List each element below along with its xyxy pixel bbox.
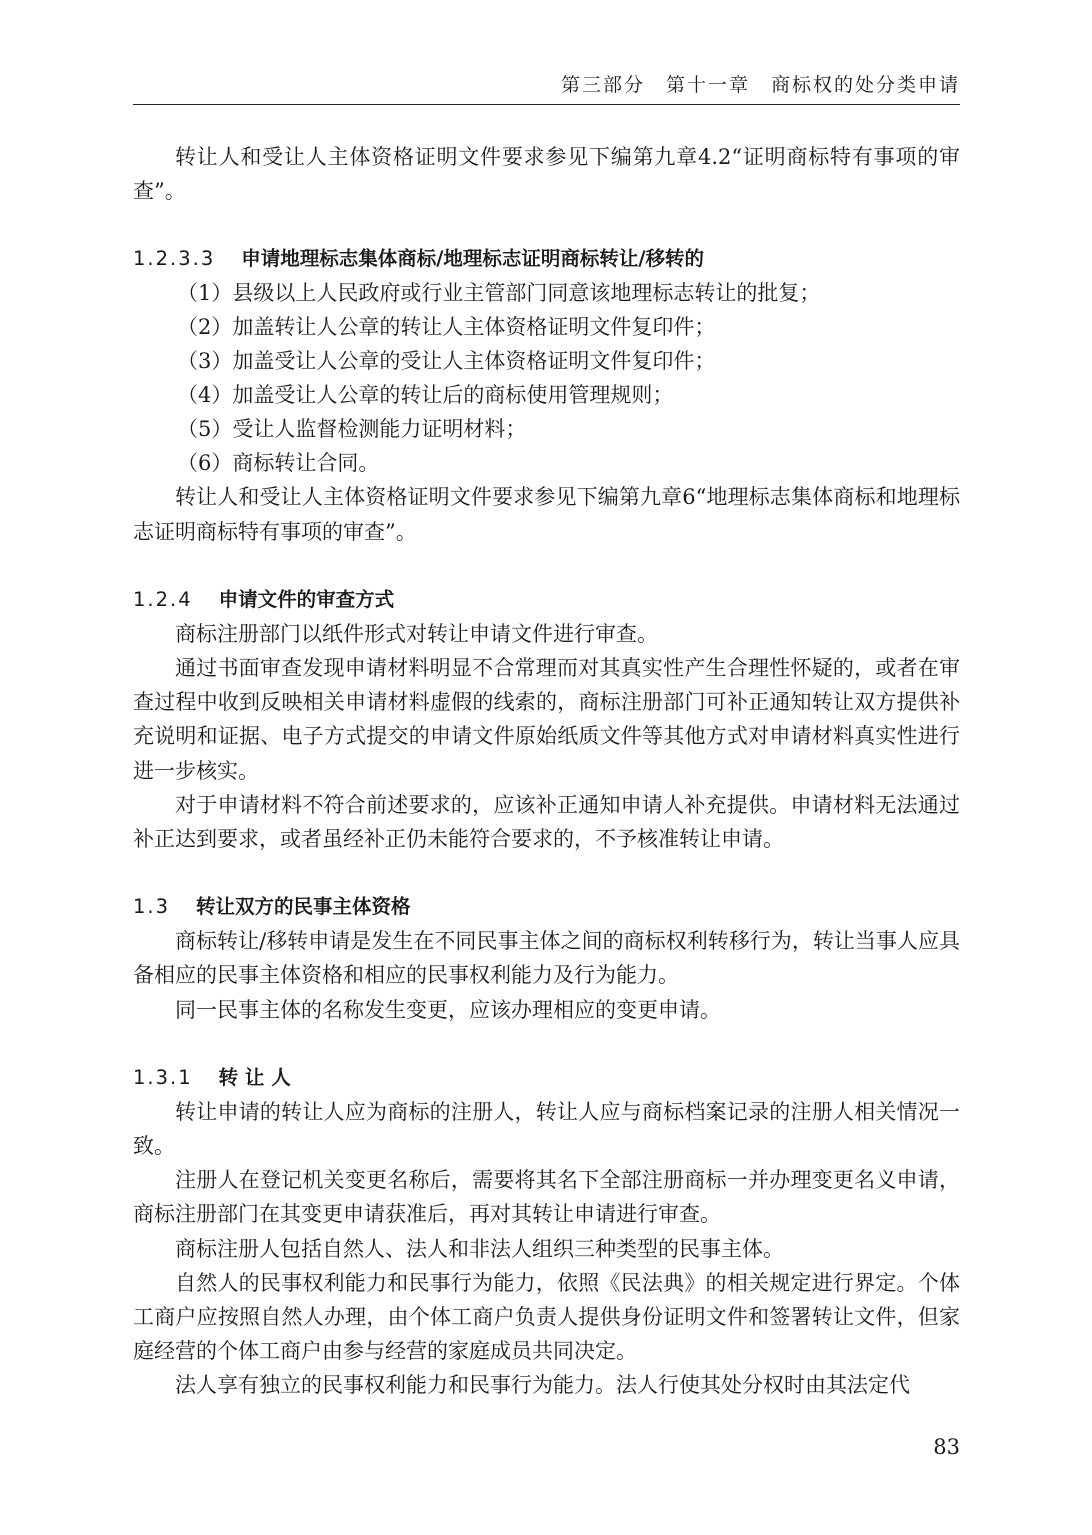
- section-title: 转让双方的民事主体资格: [196, 895, 411, 919]
- section-gap: [133, 856, 960, 890]
- paragraph: 自然人的民事权利能力和民事行为能力，依照《民法典》的相关规定进行界定。个体工商户应按照自然人办理，由个体工商户负责人提供身份证明文件和签署转让文件，但家庭经营的个体工商户由参与经营的家庭成员共同决定。: [133, 1270, 960, 1364]
- section-gap: [133, 208, 960, 242]
- page-number: 83: [933, 1435, 960, 1459]
- section-gap: [133, 1027, 960, 1061]
- section-title: 申请文件的审查方式: [218, 587, 395, 611]
- paragraph: 商标注册人包括自然人、法人和非法人组织三种类型的民事主体。: [175, 1236, 784, 1261]
- running-header: 第三部分 第十一章 商标权的处分类申请: [560, 74, 960, 96]
- header-rule: [133, 104, 960, 105]
- section-title: 转 让 人: [218, 1065, 291, 1089]
- paragraph: 转让申请的转让人应为商标的注册人，转让人应与商标档案记录的注册人相关情况一致。: [133, 1099, 960, 1159]
- page-body: [133, 140, 960, 1403]
- section-heading: [133, 890, 960, 924]
- section-heading: [133, 583, 960, 617]
- paragraph: 转让人和受让人主体资格证明文件要求参见下编第九章6“地理标志集体商标和地理标志证明商标特有事项的审查”。: [133, 485, 960, 544]
- paragraph: 商标注册部门以纸件形式对转让申请文件进行审查。: [175, 621, 658, 646]
- section-number: 1.2.4: [133, 587, 193, 611]
- section-heading: [133, 1061, 960, 1095]
- list-item: （3）加盖受让人公章的受让人主体资格证明文件复印件；: [177, 349, 716, 374]
- paragraph: 注册人在登记机关变更名称后，需要将其名下全部注册商标一并办理变更名义申请，商标注册部门在其变更申请获准后，再对其转让申请进行审查。: [133, 1168, 960, 1227]
- list-item: （1）县级以上人民政府或行业主管部门同意该地理标志转让的批复；: [177, 281, 821, 306]
- paragraph: 同一民事主体的名称发生变更，应该办理相应的变更申请。: [175, 997, 721, 1022]
- list-item: （4）加盖受让人公章的转让后的商标使用管理规则；: [177, 383, 674, 408]
- section-number: 1.3: [133, 895, 171, 919]
- section-title: 申请地理标志集体商标/地理标志证明商标转让/移转的: [241, 247, 704, 271]
- list-item: （6）商标转让合同。: [177, 451, 380, 476]
- paragraph: 法人享有独立的民事权利能力和民事行为能力。法人行使其处分权时由其法定代: [175, 1373, 910, 1398]
- paragraph: 对于申请材料不符合前述要求的，应该补正通知申请人补充提供。申请材料无法通过补正达到要求，或者虽经补正仍未能符合要求的，不予核准转让申请。: [133, 792, 960, 852]
- paragraph: 通过书面审查发现申请材料明显不合常理而对其真实性产生合理性怀疑的，或者在审查过程中收到反映相关申请材料虚假的线索的，商标注册部门可补正通知转让双方提供补充说明和证据、电子方式提交的申请文件原始纸质文件等其他方式对申请材料真实性进行进一步核实。: [133, 656, 960, 783]
- list-item: （2）加盖转让人公章的转让人主体资格证明文件复印件；: [177, 315, 716, 340]
- paragraph: 转让人和受让人主体资格证明文件要求参见下编第九章4.2“证明商标特有事项的审查”。: [133, 145, 960, 204]
- section-heading: [133, 242, 960, 276]
- list-item: （5）受让人监督检测能力证明材料；: [177, 417, 527, 442]
- section-gap: [133, 549, 960, 583]
- section-number: 1.3.1: [133, 1065, 193, 1089]
- paragraph: 商标转让/移转申请是发生在不同民事主体之间的商标权利转移行为，转让当事人应具备相应的民事主体资格和相应的民事权利能力及行为能力。: [133, 929, 960, 988]
- section-number: 1.2.3.3: [133, 247, 216, 271]
